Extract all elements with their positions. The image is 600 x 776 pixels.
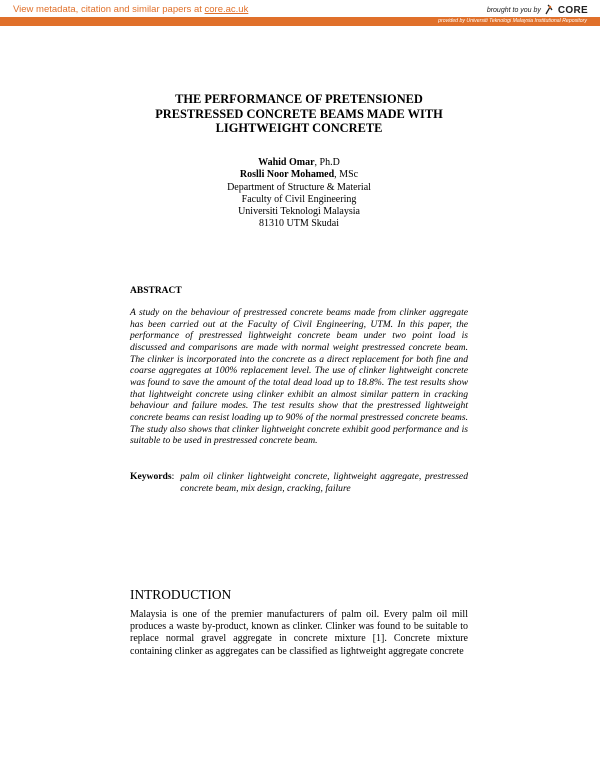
author-degree: , Ph.D [314, 157, 340, 168]
author-name: Roslli Noor Mohamed [239, 169, 335, 181]
brought-by-text: brought to you by [486, 6, 541, 14]
core-logo-icon [544, 4, 556, 16]
author-line [130, 157, 468, 169]
affiliation-line: Faculty of Civil Engineering [241, 193, 357, 205]
paper-title [130, 92, 468, 136]
abstract-heading: ABSTRACT [130, 286, 182, 296]
introduction-heading: INTRODUCTION [130, 587, 232, 602]
author-degree: , MSc [334, 169, 359, 181]
core-logo-text: CORE [557, 4, 588, 16]
keywords-block [130, 471, 468, 494]
core-link-domain[interactable]: core.ac.uk [204, 4, 249, 15]
keywords-text: palm oil clinker lightweight concrete, lightweight aggregate, prestressed concrete beam, mix design, cracking, failure [180, 471, 468, 494]
provided-by-text: provided by Universiti Teknologi Malaysia Institutional Repository [438, 18, 587, 24]
affiliation-line: Universiti Teknologi Malaysia [238, 206, 360, 218]
keywords-colon: : [171, 471, 175, 482]
abstract-text: A study on the behaviour of prestressed concrete beams made from clinker aggregate has been carried out at the Faculty of Civil Engineering, UTM. In this paper, the performance of prestressed lightweight concrete beam under two point load is discussed and comparisons are made with normal weight prestressed concrete beam. The clinker is incorporated into the concrete as a direct replacement for both fine and coarse aggregates at 100% replacement level. The use of clinker lightweight concrete was found to save the amount of the total dead load up to 18.8%. The test results show that lightweight concrete using clinker exhibit an almost similar pattern in cracking behaviour and failure modes. The test results show that the prestressed lightweight concrete beams can resist loading up to 90% of the normal prestressed concrete beams. The study also shows that clinker lightweight concrete exhibit good performance and is suitable to be used in prestressed concrete beam. [130, 307, 468, 447]
brought-to-you-by [487, 4, 588, 16]
title-line: LIGHTWEIGHT CONCRETE [215, 121, 383, 135]
core-metadata-link[interactable] [13, 4, 248, 15]
introduction-text: Malaysia is one of the premier manufacturers of palm oil. Every palm oil mill produces a waste by-product, known as clinker. Clinker was found to be suitable to replace normal gravel aggregate in concrete mixture [1]. Concrete mixture containing clinker as aggregates can be classified as lightweight aggregate concrete [130, 609, 468, 657]
core-logo[interactable] [544, 4, 588, 16]
keywords-label: Keywords [130, 471, 172, 482]
author-line [130, 169, 468, 181]
author-name: Wahid Omar [258, 157, 315, 168]
title-line: THE PERFORMANCE OF PRETENSIONED [175, 92, 423, 106]
affiliation-line: 81310 UTM Skudai [259, 218, 339, 230]
title-line: PRESTRESSED CONCRETE BEAMS MADE WITH [155, 106, 443, 121]
core-link-prefix: View metadata, citation and similar papers at [13, 4, 202, 15]
core-banner [0, 0, 600, 30]
affiliation-line: Department of Structure & Material [227, 181, 371, 193]
provided-by-strip [0, 17, 600, 26]
author-block [130, 157, 468, 231]
